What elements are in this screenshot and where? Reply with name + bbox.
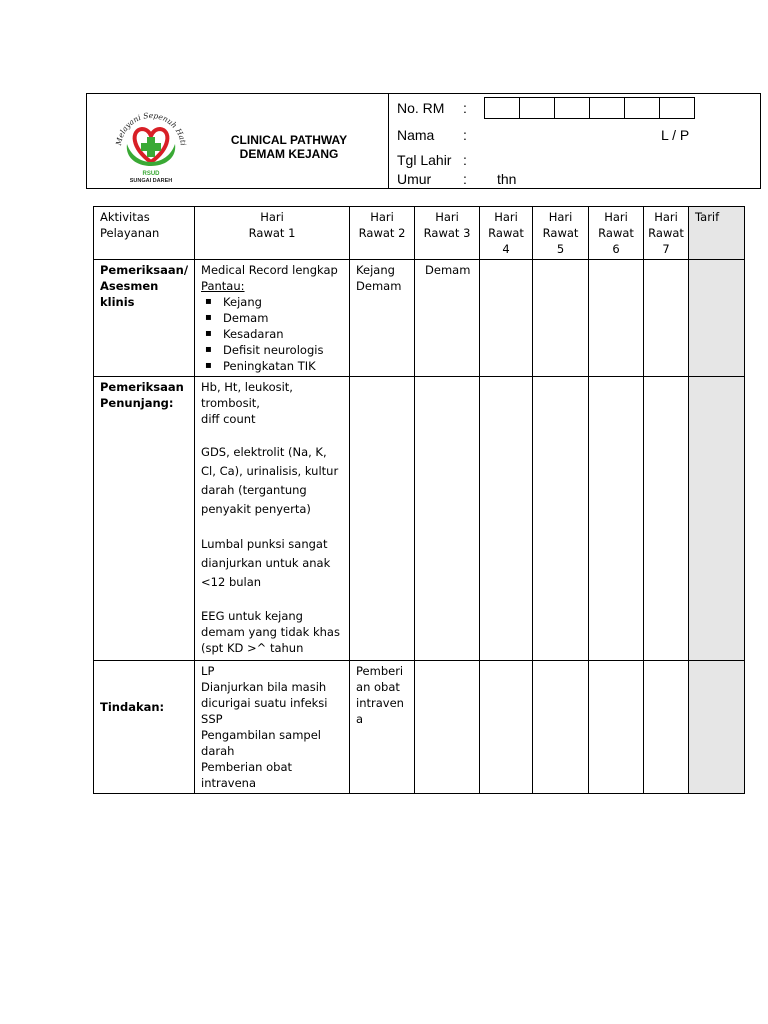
no-rm-label: No. RM [397, 100, 445, 116]
row1-label-line1: Pemeriksaan/ [100, 263, 189, 277]
row2-label-line2: Penunjang: [100, 396, 174, 410]
text-line: penyakit penyerta) [201, 502, 311, 516]
header-day-2 [350, 207, 415, 260]
header-day-7-line3: 7 [662, 242, 670, 256]
text-line: dicurigai suatu infeksi [201, 696, 328, 710]
header-divider [388, 94, 389, 188]
list-item: ▪ Kesadaran [201, 326, 343, 342]
logo-name: RSUD [142, 171, 160, 177]
header-day-3-line2: Rawat 3 [423, 226, 471, 240]
rm-digit-box[interactable] [484, 97, 520, 119]
header-tarif-label: Tarif [695, 210, 720, 224]
text-line: Pengambilan sampel [201, 728, 321, 742]
text-line: Pemberi [356, 664, 404, 678]
text-line: LP [201, 664, 215, 678]
row2-label-line1: Pemeriksaan [100, 380, 184, 394]
row1-day6-cell[interactable] [589, 260, 644, 377]
row3-day7-cell[interactable] [644, 661, 689, 794]
header-aktivitas [94, 207, 195, 260]
row1-day3-cell [415, 260, 480, 377]
text-line: Lumbal punksi sangat [201, 537, 328, 551]
header-day-2-line2: Rawat 2 [358, 226, 406, 240]
row1-day4-cell[interactable] [480, 260, 533, 377]
logo-sub: SUNGAI DAREH [129, 178, 173, 184]
row3-label-text: Tindakan: [100, 700, 165, 714]
text-line: dianjurkan untuk anak [201, 556, 331, 570]
logo-arc-text: Melayani Sepenuh Hati [113, 110, 188, 147]
header-day-5-line1: Hari [548, 210, 573, 224]
rm-digit-box[interactable] [659, 97, 695, 119]
text-line: EEG untuk kejang [201, 609, 303, 623]
row2-lab-tests [201, 379, 343, 427]
pathway-table [93, 206, 745, 794]
header-day-4-line1: Hari [494, 210, 518, 224]
header-day-4-line3: 4 [502, 242, 510, 256]
header-day-6-line1: Hari [604, 210, 628, 224]
text-line: intravena [201, 776, 257, 790]
text-line: trombosit, [201, 396, 260, 410]
table-header-row [94, 207, 745, 260]
row1-tarif-cell[interactable] [689, 260, 745, 377]
row2-day7-cell[interactable] [644, 377, 689, 661]
row1-day5-cell[interactable] [533, 260, 589, 377]
row1-day7-cell[interactable] [644, 260, 689, 377]
row1-day2-kejang: Kejang [356, 263, 395, 277]
row1-label-line2: Asesmen [100, 279, 159, 293]
text-line: (spt KD >^ tahun [201, 641, 304, 655]
gender-lp: L / P [661, 127, 690, 143]
row1-day3-demam: Demam [425, 263, 471, 277]
header-day-4 [480, 207, 533, 260]
header-day-6 [589, 207, 644, 260]
row1-label [94, 260, 195, 377]
row2-day2-cell[interactable] [350, 377, 415, 661]
text-line: a [356, 712, 364, 726]
text-line: <12 bulan [201, 575, 262, 589]
table-row-tindakan [94, 661, 745, 794]
row3-day3-cell[interactable] [415, 661, 480, 794]
text-line: intraven [356, 696, 404, 710]
rm-digit-box[interactable] [554, 97, 590, 119]
umur-colon: : [463, 171, 467, 187]
header-day-6-line2: Rawat [598, 226, 634, 240]
age-unit-thn: thn [497, 171, 517, 187]
tgl-lahir-colon: : [463, 152, 467, 168]
text-line: an obat [356, 680, 400, 694]
no-rm-colon: : [463, 100, 467, 116]
text-line: Dianjurkan bila masih [201, 680, 327, 694]
header-day-7-line2: Rawat [648, 226, 684, 240]
header-day-3-line1: Hari [435, 210, 459, 224]
hospital-logo [113, 104, 189, 184]
row3-day2-cell [350, 661, 415, 794]
row3-day4-cell[interactable] [480, 661, 533, 794]
header-day-3 [415, 207, 480, 260]
header-aktivitas-line1: Aktivitas [100, 210, 150, 224]
patient-info [397, 94, 760, 188]
header-day-1 [195, 207, 350, 260]
text-line: diff count [201, 412, 256, 426]
header-day-7-line1: Hari [654, 210, 678, 224]
rm-digit-box[interactable] [519, 97, 555, 119]
list-item: ▪ Demam [201, 310, 343, 326]
row1-medical-record: Medical Record lengkap [201, 263, 338, 277]
title-line-1: CLINICAL PATHWAY [230, 133, 348, 147]
rm-digit-box[interactable] [589, 97, 625, 119]
header-day-4-line2: Rawat [488, 226, 524, 240]
pathway-title [199, 133, 379, 161]
row3-day6-cell[interactable] [589, 661, 644, 794]
row2-day4-cell[interactable] [480, 377, 533, 661]
header-day-2-line1: Hari [370, 210, 394, 224]
list-item: ▪ Kejang [201, 294, 343, 310]
table-row-pemeriksaan-penunjang [94, 377, 745, 661]
header-day-5 [533, 207, 589, 260]
row2-day1-cell [195, 377, 350, 661]
row2-label [94, 377, 195, 661]
title-line-2: DEMAM KEJANG [239, 147, 339, 161]
header-day-7 [644, 207, 689, 260]
rm-digit-box[interactable] [624, 97, 660, 119]
row1-day1-cell [195, 260, 350, 377]
text-line: GDS, elektrolit (Na, K, [201, 445, 327, 459]
header-day-1-line2: Rawat 1 [248, 226, 296, 240]
pantau-list [201, 294, 343, 374]
text-line: darah (tergantung [201, 483, 307, 497]
umur-label: Umur [397, 171, 432, 187]
row2-day6-cell[interactable] [589, 377, 644, 661]
text-line: Cl, Ca), urinalisis, kultur [201, 464, 339, 478]
row2-eeg [201, 608, 343, 656]
row3-tarif-cell[interactable] [689, 661, 745, 794]
row1-day2-demam: Demam [356, 279, 402, 293]
header-day-5-line3: 5 [556, 242, 565, 256]
nama-label: Nama [397, 127, 435, 143]
row2-day3-cell[interactable] [415, 377, 480, 661]
row3-day5-cell[interactable] [533, 661, 589, 794]
tgl-lahir-label: Tgl Lahir [397, 152, 452, 168]
table-row-pemeriksaan-asesmen [94, 260, 745, 377]
header-box [86, 93, 761, 189]
row3-day1-cell [195, 661, 350, 794]
row1-pantau: Pantau: [201, 279, 245, 293]
text-line: Pemberian obat [201, 760, 293, 774]
row1-day2-cell [350, 260, 415, 377]
header-day-5-line2: Rawat [542, 226, 579, 240]
rm-number-boxes[interactable] [485, 97, 695, 119]
row2-gds-elektrolit [201, 443, 343, 519]
row2-day5-cell[interactable] [533, 377, 589, 661]
header-tarif [689, 207, 745, 260]
row2-lumbal-punksi [201, 535, 343, 592]
header-aktivitas-line2: Pelayanan [100, 226, 160, 240]
row1-label-line3: klinis [100, 295, 135, 309]
text-line: demam yang tidak khas [201, 625, 340, 639]
header-day-6-line3: 6 [612, 242, 620, 256]
header-day-1-line1: Hari [260, 210, 284, 224]
text-line: SSP [201, 712, 223, 726]
list-item: ▪ Peningkatan TIK [201, 358, 343, 374]
row3-label [94, 661, 195, 794]
text-line: darah [201, 744, 235, 758]
list-item: ▪ Defisit neurologis [201, 342, 343, 358]
text-line: Hb, Ht, leukosit, [201, 380, 293, 394]
nama-colon: : [463, 127, 467, 143]
row2-tarif-cell[interactable] [689, 377, 745, 661]
